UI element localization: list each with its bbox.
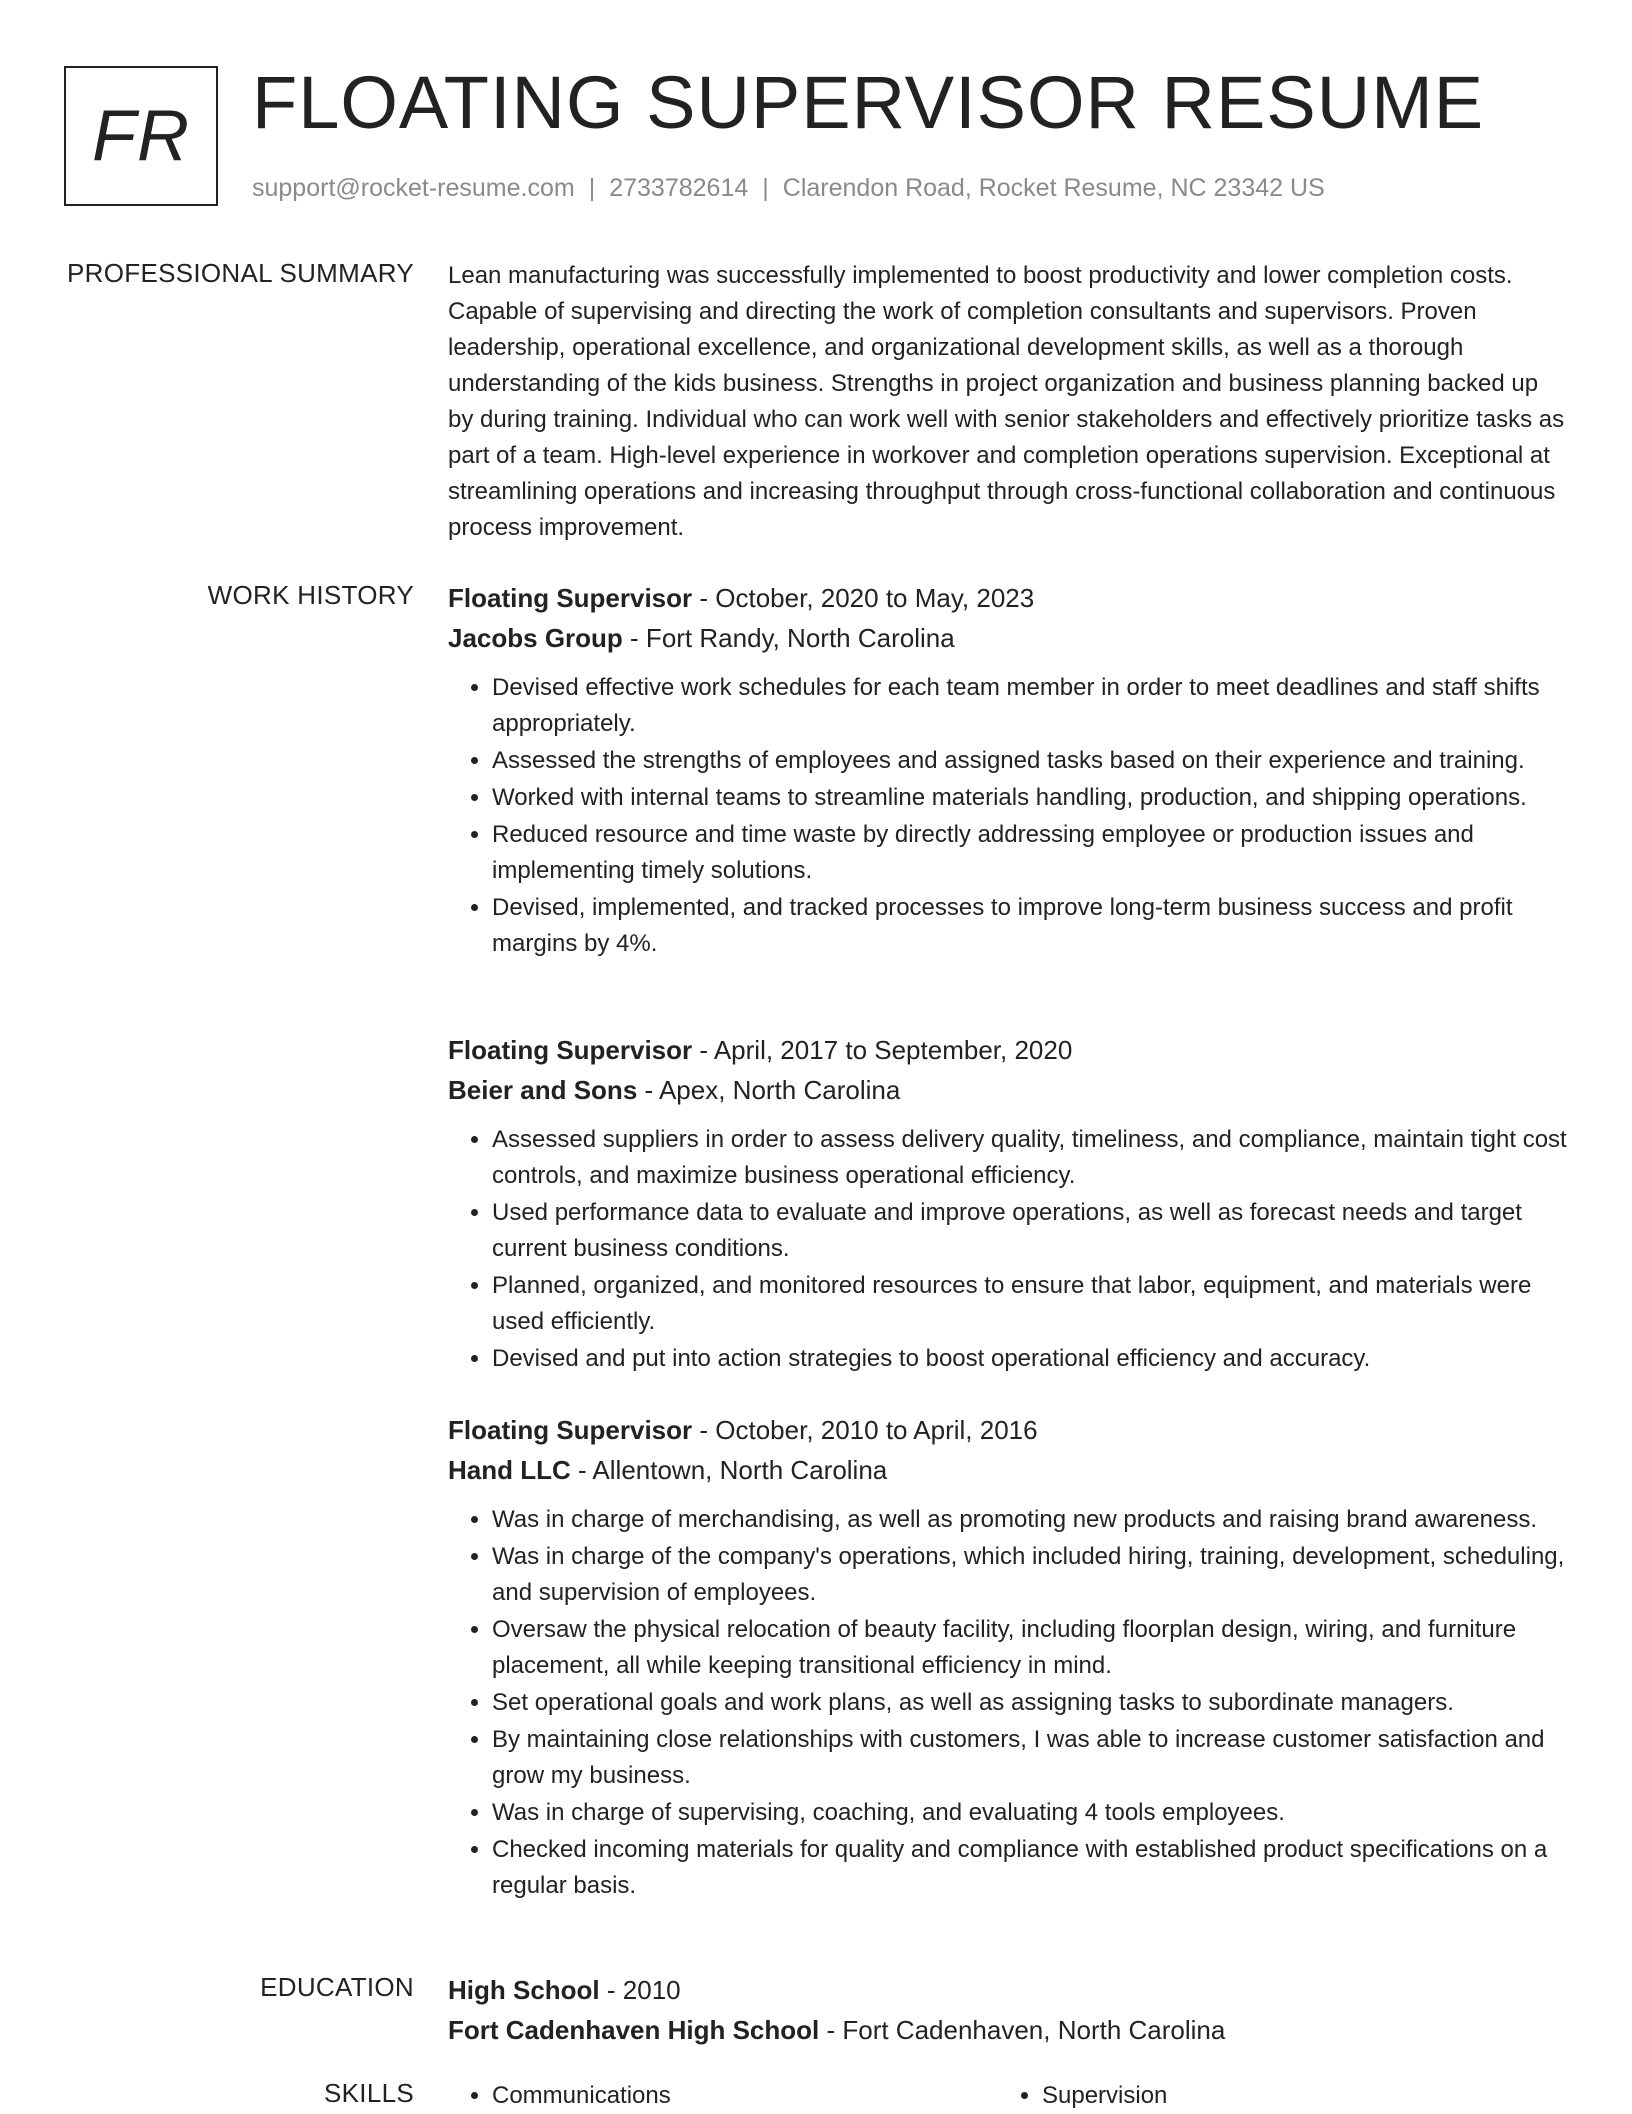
section-label-summary: PROFESSIONAL SUMMARY: [67, 258, 414, 288]
section-label-skills: SKILLS: [324, 2078, 414, 2108]
job-bullet: • Set operational goals and work plans, as well as assigning tasks to subordinate managers.: [492, 1685, 1568, 1721]
job-location: - Apex, North Carolina: [637, 1075, 901, 1105]
contact-phone: 2733782614: [609, 174, 749, 202]
job-bullets: [448, 670, 1568, 962]
education-degree-line: [448, 1970, 1568, 2010]
education-school-line: [448, 2010, 1568, 2050]
job-title: Floating Supervisor: [448, 1035, 693, 1065]
job-company: Beier and Sons: [448, 1075, 638, 1105]
skills-column-left: [448, 2078, 998, 2114]
contact-address: Clarendon Road, Rocket Resume, NC 23342 US: [782, 174, 1325, 202]
job-bullet: • Was in charge of supervising, coaching, and evaluating 4 tools employees.: [492, 1795, 1568, 1831]
job-title-line: [448, 578, 1568, 618]
section-label-education: EDUCATION: [260, 1972, 414, 2002]
job-location: - Allentown, North Carolina: [570, 1455, 888, 1485]
summary-text: Lean manufacturing was successfully implemented to boost productivity and lower completion costs. Capable of supervising and directing the work of completion consultants and supervisors. Proven leadership, operational excellence, and organizational development skills, as well as a thorough understanding of the kids business. Strengths in project organization and business planning backed up by during training. Individual who can work well with senior stakeholders and effectively prioritize tasks as part of a team. High-level experience in workover and completion operations supervision. Exceptional at streamlining operations and increasing throughput through cross-functional collaboration and continuous process improvement.: [448, 262, 1565, 541]
job-bullets: [448, 1122, 1568, 1377]
job-bullet: • Devised, implemented, and tracked processes to improve long-term business success and profit margins by 4%.: [492, 890, 1568, 962]
job-bullet: • Assessed the strengths of employees and assigned tasks based on their experience and training.: [492, 743, 1568, 779]
job-bullet: • Oversaw the physical relocation of beauty facility, including floorplan design, wiring, and furniture placement, all while keeping transitional efficiency in mind.: [492, 1612, 1568, 1684]
job-company-line: [448, 618, 1568, 658]
job-dates: - April, 2017 to September, 2020: [692, 1035, 1073, 1065]
job-entry: [448, 1410, 1568, 1905]
monogram-text: FR: [92, 96, 190, 176]
job-title: Floating Supervisor: [448, 1415, 693, 1445]
job-dates: - October, 2020 to May, 2023: [692, 583, 1035, 613]
job-bullet: • Was in charge of merchandising, as well as promoting new products and raising brand awareness.: [492, 1502, 1568, 1538]
contact-separator: |: [762, 174, 769, 202]
job-title: Floating Supervisor: [448, 583, 693, 613]
job-company: Jacobs Group: [448, 623, 623, 653]
job-bullet: • Devised and put into action strategies to boost operational efficiency and accuracy.: [492, 1341, 1568, 1377]
job-title-line: [448, 1410, 1568, 1450]
resume-title: FLOATING SUPERVISOR RESUME: [252, 61, 1485, 144]
job-company-line: [448, 1450, 1568, 1490]
monogram-badge: [64, 66, 218, 206]
skill-item: • Supervision: [1042, 2078, 1548, 2114]
job-bullet: • Reduced resource and time waste by directly addressing employee or production issues and implementing timely solutions.: [492, 817, 1568, 889]
job-bullet: • By maintaining close relationships with customers, I was able to increase customer satisfaction and grow my business.: [492, 1722, 1568, 1794]
job-entry: [448, 1030, 1568, 1378]
job-bullet: • Checked incoming materials for quality and compliance with established product specifications on a regular basis.: [492, 1832, 1568, 1904]
contact-line: [252, 174, 1325, 203]
job-bullet: • Used performance data to evaluate and improve operations, as well as forecast needs and target current business conditions.: [492, 1195, 1568, 1267]
job-location: - Fort Randy, North Carolina: [622, 623, 955, 653]
job-bullet: • Was in charge of the company's operations, which included hiring, training, development, scheduling, and supervision of employees.: [492, 1539, 1568, 1611]
education-entry: [448, 1970, 1568, 2050]
job-bullet: • Worked with internal teams to streamline materials handling, production, and shipping operations.: [492, 780, 1568, 816]
education-location: - Fort Cadenhaven, North Carolina: [819, 2015, 1226, 2045]
skills-column-right: [998, 2078, 1548, 2114]
skills-list: [448, 2078, 1568, 2114]
job-bullet: • Planned, organized, and monitored resources to ensure that labor, equipment, and materials were used efficiently.: [492, 1268, 1568, 1340]
skills-grid: [448, 2078, 1568, 2114]
education-year: - 2010: [599, 1975, 681, 2005]
job-bullet: • Devised effective work schedules for each team member in order to meet deadlines and staff shifts appropriately.: [492, 670, 1568, 742]
job-dates: - October, 2010 to April, 2016: [692, 1415, 1038, 1445]
job-company: Hand LLC: [448, 1455, 571, 1485]
job-company-line: [448, 1070, 1568, 1110]
job-title-line: [448, 1030, 1568, 1070]
education-school: Fort Cadenhaven High School: [448, 2015, 820, 2045]
job-bullet: • Assessed suppliers in order to assess delivery quality, timeliness, and compliance, maintain tight cost controls, and maximize business operational efficiency.: [492, 1122, 1568, 1194]
skill-item: • Communications: [492, 2078, 998, 2114]
section-label-work-history: WORK HISTORY: [207, 580, 414, 610]
education-degree: High School: [448, 1975, 600, 2005]
job-bullets: [448, 1502, 1568, 1904]
contact-separator: |: [588, 174, 596, 202]
contact-email: support@rocket-resume.com: [252, 174, 575, 202]
job-entry: [448, 578, 1568, 963]
